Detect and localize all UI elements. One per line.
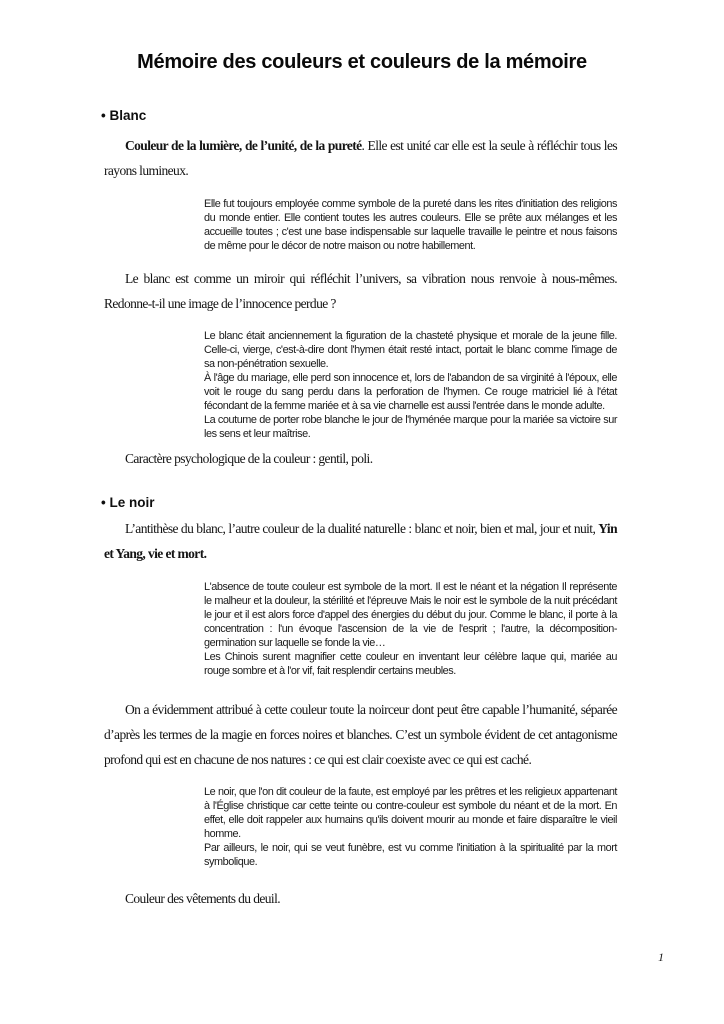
paragraph-mourning: Couleur des vêtements du deuil. — [125, 891, 280, 906]
page-number: 1 — [658, 950, 664, 964]
quote-line: Elle fut toujours employée comme symbole de la pureté dans les rites d'initiation des religions du monde entier. Elle contient toutes les autres couleurs. Elle se prête aux mélanges et les accueille toutes ; c'est une base indispensable sur laquelle travaille le peintre et nous faisons de même pour le décor de notre maison ou notre habillement. — [204, 197, 617, 252]
quote-line: Le blanc était anciennement la figuration de la chasteté physique et morale de la jeune fille. Celle-ci, vierge, c'est-à-dire dont l'hymen était resté intact, portait le blanc comme l'image de sa non-pénétration sexuelle. — [204, 330, 617, 370]
section-blanc — [101, 108, 617, 471]
quote-line: À l'âge du mariage, elle perd son innocence et, lors de l'abandon de sa virginité à l'époux, elle voit le rouge du sang perdu dans la perforation de l'hymen. Ce rouge matriciel lié à l'état fécondant de la femme mariée et à sa vie charnelle est aussi l'entrée dans le monde adulte. — [204, 372, 617, 412]
quote-line: Le noir, que l'on dit couleur de la faute, est employé par les prêtres et les religieux appartenant à l'Église christique car cette teinte ou contre-couleur est symbole du néant et de la mort. En effet, elle doit rappeler aux humains qu'ils doivent mourir au monde et faire disparaître le vieil homme. — [204, 786, 617, 840]
indent-block-chastity — [204, 329, 617, 441]
quote-line: La coutume de porter robe blanche le jour de l'hyménée marque pour la mariée sa victoire sur les sens et leur maîtrise. — [204, 414, 617, 440]
paragraph-darkness: On a évidemment attribué à cette couleur toute la noirceur dont peut être capable l’humanité, séparée d’après les termes de la magie en forces noires et blanches. C’est un symbole évident de cet antagonisme profond qui est en chacune de nos natures : ce qui est clair coexiste avec ce qui est caché. — [104, 701, 617, 767]
indent-block-purity — [204, 197, 617, 253]
quote-line: Les Chinois surent magnifier cette couleur en inventant leur célèbre laque qui, mariée au rouge sombre et à l'or vif, fait resplendir certains meubles. — [204, 650, 617, 677]
heading-noir: • Le noir — [101, 495, 155, 510]
quote-line: Par ailleurs, le noir, qui se veut funèbre, est vu comme l'initiation à la spiritualité par la mort symbolique. — [204, 842, 617, 868]
intro-rest: . Elle est unité car elle est la seule à réfléchir tous les rayons lumineux. — [104, 138, 617, 178]
bold-tail-yin-yang: Yin et Yang, vie et mort. — [104, 521, 617, 561]
section-noir — [101, 495, 617, 911]
page-content — [101, 108, 617, 911]
bold-lead-purity: Couleur de la lumière, de l’unité, de la pureté — [125, 138, 362, 153]
indent-block-fault — [204, 785, 617, 869]
quote-line: L'absence de toute couleur est symbole de la mort. Il est le néant et la négation Il représente le malheur et la douleur, la stérilité et l'épreuve Mais le noir est le symbole de la nuit précédant le jour et il est alors force d'appel des énergies du début du jour. Comme le blanc, il porte à la concentration : l'un évoque l'ascension de la vie de l'esprit ; l'autre, la décomposition-germination sur laquelle se fonde la vie… — [204, 580, 617, 649]
heading-blanc: • Blanc — [101, 108, 147, 123]
paragraph-antithesis — [104, 516, 617, 566]
paragraph-blanc-intro — [104, 133, 617, 183]
page-title: Mémoire des couleurs et couleurs de la mémoire — [137, 51, 587, 73]
indent-block-absence — [204, 580, 617, 678]
antithesis-text: L’antithèse du blanc, l’autre couleur de la dualité naturelle : blanc et noir, bien et mal, jour et nuit, — [125, 521, 599, 536]
paragraph-character: Caractère psychologique de la couleur : gentil, poli. — [125, 451, 373, 466]
paragraph-mirror: Le blanc est comme un miroir qui réfléchit l’univers, sa vibration nous renvoie à nous-mêmes. Redonne-t-il une image de l’innocence perdue ? — [104, 270, 617, 311]
